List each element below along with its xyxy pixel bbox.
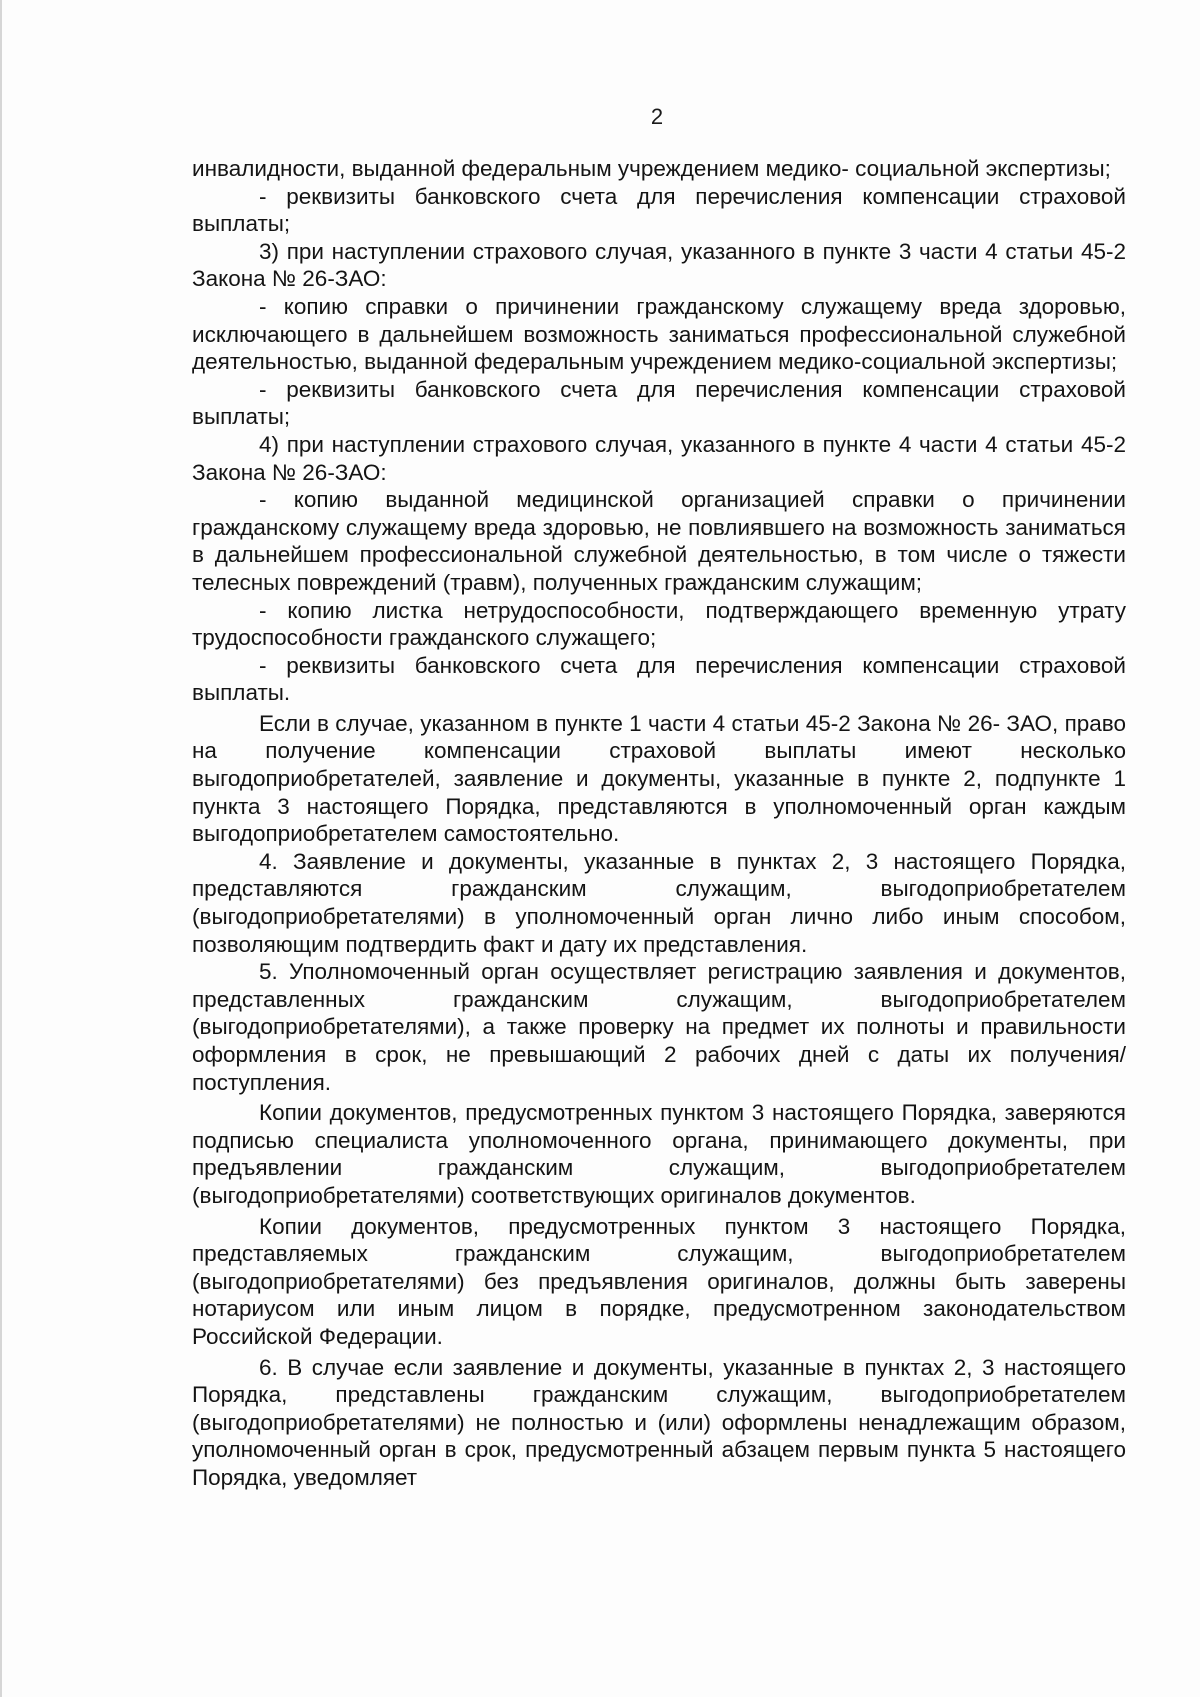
paragraph-1: инвалидности, выданной федеральным учреждением медико- социальной экспертизы; — [192, 156, 1111, 181]
paragraph-10: Если в случае, указанном в пункте 1 части 4 статьи 45-2 Закона № 26- ЗАО, право на получение компенсации страховой выплаты имеют несколько выгодоприобретателей, заявление и документы, указанные в пункте 2, подпункте 1 пункта 3 настоящего Порядка, представляются в уполномоченный орган каждым выгодоприобретателем самостоятельно. — [192, 710, 1126, 847]
paragraph-9: - реквизиты банковского счета для перечисления компенсации страховой выплаты. — [192, 652, 1126, 706]
paragraph-2: - реквизиты банковского счета для перечисления компенсации страховой выплаты; — [192, 183, 1126, 237]
paragraph-13: Копии документов, предусмотренных пунктом 3 настоящего Порядка, заверяются подписью специалиста уполномоченного органа, принимающего документы, при предъявлении гражданским служащим, выгодоприобретателем (выгодоприобретателями) соответствующих оригиналов документов. — [192, 1100, 1126, 1208]
paragraph-6: 4) при наступлении страхового случая, указанного в пункте 4 части 4 статьи 45-2 Закона № 26-ЗАО: — [192, 431, 1126, 485]
paragraph-15: 6. В случае если заявление и документы, указанные в пунктах 2, 3 настоящего Порядка, представлены гражданским служащим, выгодоприобретателем (выгодоприобретателями) не полностью и (или) оформлены ненадлежащим образом, уполномоченный орган в срок, предусмотренный абзацем первым пункта 5 настоящего Порядка, уведомляет — [192, 1354, 1126, 1490]
paragraph-12: 5. Уполномоченный орган осуществляет регистрацию заявления и документов, представленных гражданским служащим, выгодоприобретателем (выгодоприобретателями), а также проверку на предмет их полноты и правильности оформления в срок, не превышающий 2 рабочих дней с даты их получения/поступления. — [192, 959, 1126, 1095]
paragraph-4: - копию справки о причинении гражданскому служащему вреда здоровью, исключающего в дальнейшем возможность заниматься профессиональной служебной деятельностью, выданной федеральным учреждением медико-социальной экспертизы; — [192, 293, 1126, 375]
paragraph-3: 3) при наступлении страхового случая, указанного в пункте 3 части 4 статьи 45-2 Закона № 26-ЗАО: — [192, 238, 1126, 292]
paragraph-5: - реквизиты банковского счета для перечисления компенсации страховой выплаты; — [192, 376, 1126, 430]
paragraph-14: Копии документов, предусмотренных пунктом 3 настоящего Порядка, представляемых гражданским служащим, выгодоприобретателем (выгодоприобретателями) без предъявления оригиналов, должны быть заверены нотариусом или иным лицом в порядке, предусмотренном законодательством Российской Федерации. — [192, 1213, 1126, 1349]
page-number: 2 — [650, 104, 664, 129]
paragraph-11: 4. Заявление и документы, указанные в пунктах 2, 3 настоящего Порядка, представляются гражданским служащим, выгодоприобретателем (выгодоприобретателями) в уполномоченный орган лично либо иным способом, позволяющим подтвердить факт и дату их представления. — [192, 848, 1126, 957]
paragraph-8: - копию листка нетрудоспособности, подтверждающего временную утрату трудоспособности гражданского служащего; — [192, 597, 1126, 651]
document-body — [192, 155, 1126, 1492]
paragraph-7: - копию выданной медицинской организацией справки о причинении гражданскому служащему вреда здоровью, не повлиявшего на возможность заниматься в дальнейшем профессиональной служебной деятельностью, в том числе о тяжести телесных повреждений (травм), полученных гражданским служащим; — [192, 487, 1126, 595]
